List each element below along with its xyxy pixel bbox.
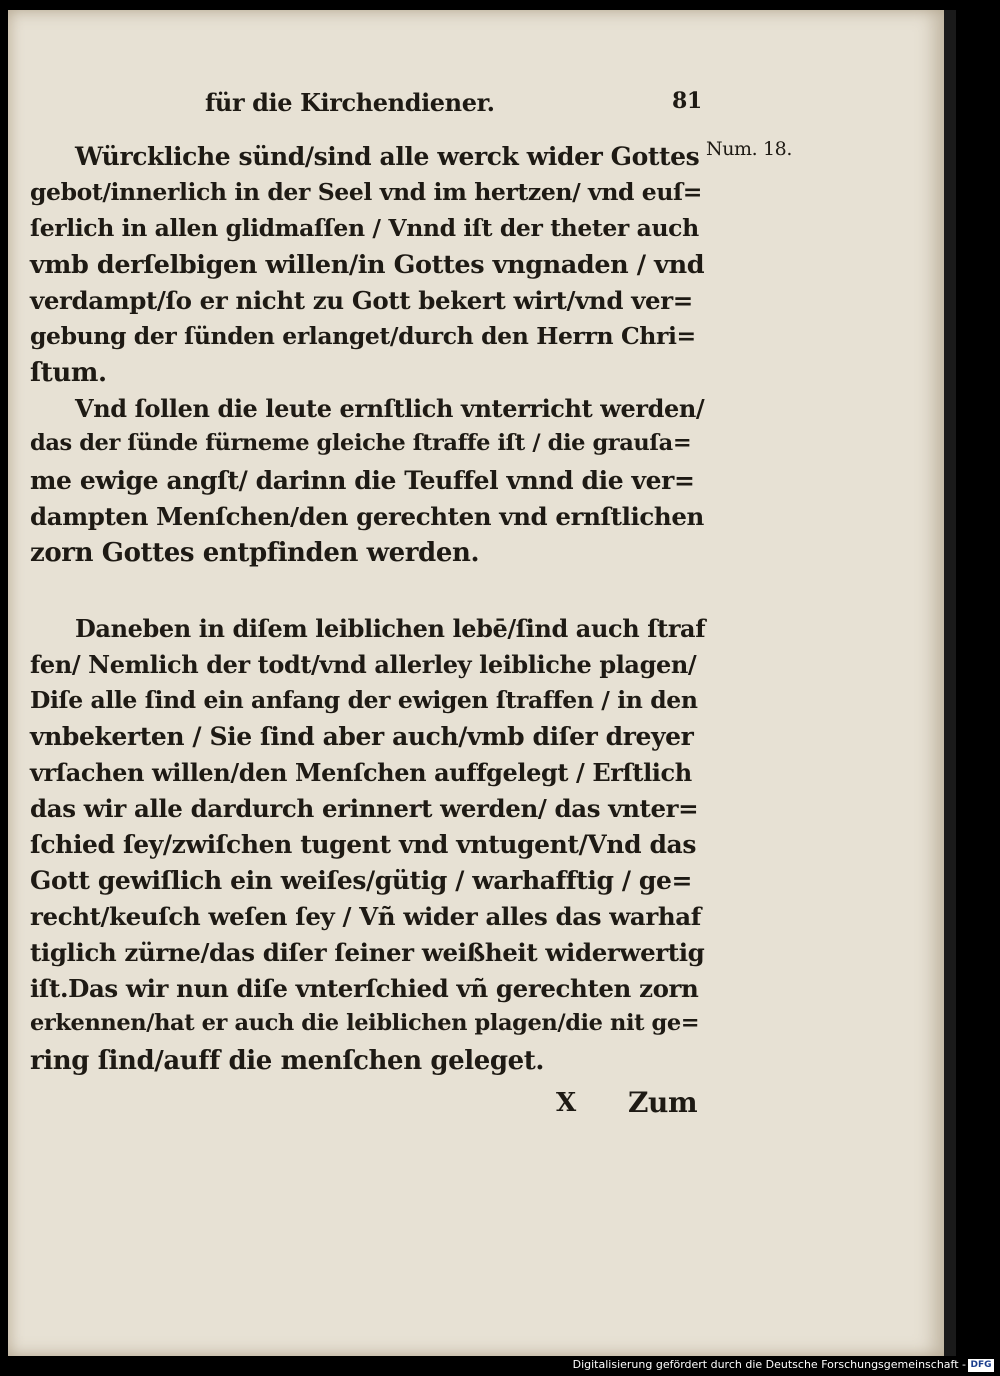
text-line: das wir alle dardurch erinnert werden/ das vnter= <box>30 794 699 823</box>
signature-mark: X <box>556 1088 576 1118</box>
text-line: dampten Menſchen/den gerechten vnd ernſtlichen <box>30 502 704 531</box>
text-line: iſt.Das wir nun diſe vnterſchied vñ gerechten zorn <box>30 974 699 1003</box>
text-line: verdampt/ſo er nicht zu Gott bekert wirt/vnd ver= <box>30 286 693 315</box>
text-line: gebung der ſünden erlanget/durch den Herrn Chri= <box>30 322 696 350</box>
text-line: recht/keuſch weſen ſey / Vñ wider alles das warhaf <box>30 902 701 931</box>
text-line: gebot/innerlich in der Seel vnd im hertzen/ vnd euſ= <box>30 178 703 206</box>
text-line: Würckliche sünd/sind alle werck wider Gottes <box>75 142 700 171</box>
text-line: Vnd ſollen die leute ernſtlich vnterricht werden/ <box>75 394 705 423</box>
margin-note: Num. 18. <box>706 138 792 160</box>
text-line: Diſe alle ſind ein anfang der ewigen ſtraffen / in den <box>30 686 698 714</box>
text-line: tiglich zürne/das diſer ſeiner weißheit widerwertig <box>30 938 705 967</box>
catchword: Zum <box>628 1086 698 1119</box>
text-line: das der ſünde fürneme gleiche ſtraffe iſt / die grauſa= <box>30 430 692 456</box>
text-line: ring ſind/auff die menſchen geleget. <box>30 1046 545 1076</box>
text-line: erkennen/hat er auch die leiblichen plagen/die nit ge= <box>30 1010 700 1036</box>
text-line: Gott gewiſlich ein weiſes/gütig / warhafftig / ge= <box>30 866 693 895</box>
footer-credit: Digitalisierung gefördert durch die Deutsche Forschungsgemeinschaft - <box>572 1358 966 1371</box>
page-number: 81 <box>672 88 702 114</box>
text-line: Daneben in diſem leiblichen lebē/ſind auch ſtraf <box>75 614 706 643</box>
text-line: vmb derſelbigen willen/in Gottes vngnaden / vnd <box>30 250 705 280</box>
text-line: me ewige angſt/ darinn die Teuffel vnnd die ver= <box>30 466 695 495</box>
text-line: ſerlich in allen glidmaſſen / Vnnd iſt der theter auch <box>30 214 699 242</box>
text-line: vrſachen willen/den Menſchen auffgelegt / Erſtlich <box>30 758 692 787</box>
text-line: zorn Gottes entpfinden werden. <box>30 538 480 568</box>
book-page <box>8 10 944 1356</box>
text-line: ſtum. <box>30 358 107 388</box>
dfg-logo: DFG <box>968 1359 994 1372</box>
text-line: vnbekerten / Sie ſind aber auch/vmb diſer dreyer <box>30 722 694 751</box>
text-line: ſchied ſey/zwiſchen tugent vnd vntugent/Vnd das <box>30 830 697 859</box>
running-title: für die Kirchendiener. <box>205 88 495 117</box>
page-edge <box>944 10 956 1356</box>
text-line: fen/ Nemlich der todt/vnd allerley leibliche plagen/ <box>30 650 697 679</box>
